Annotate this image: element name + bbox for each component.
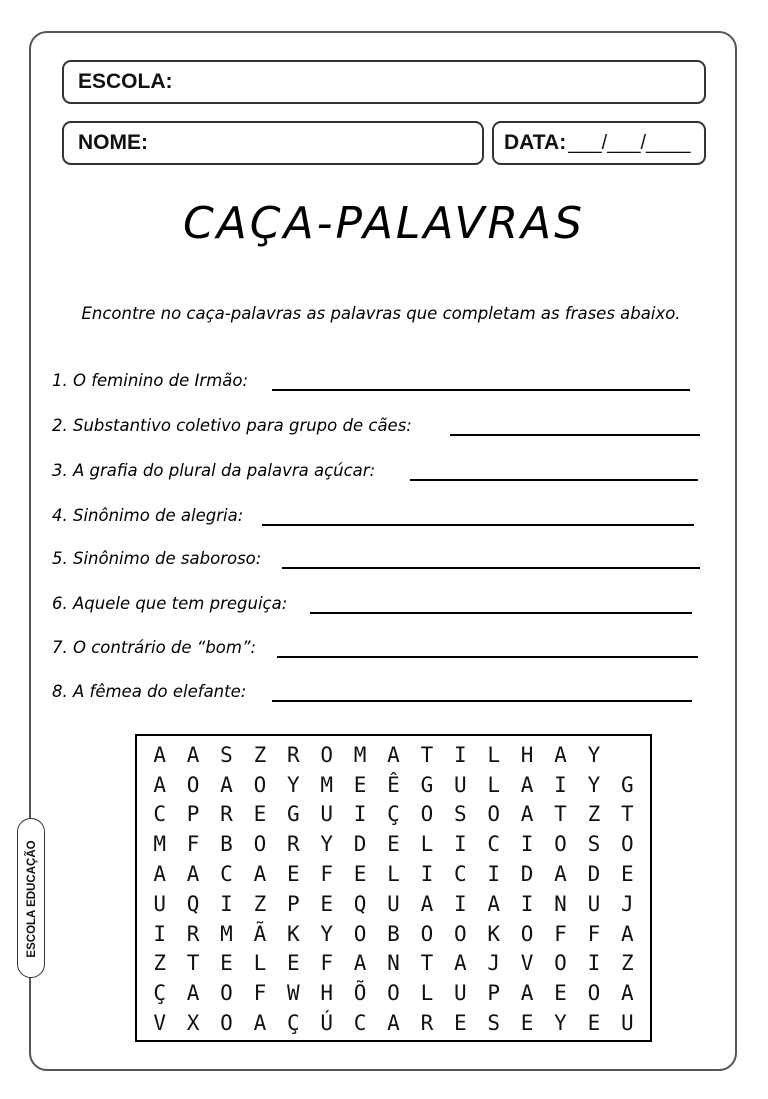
grid-cell[interactable]: I: [353, 802, 367, 827]
grid-cell[interactable]: L: [487, 742, 501, 767]
grid-cell[interactable]: K: [286, 921, 300, 946]
grid-cell[interactable]: A: [520, 802, 534, 827]
grid-cell[interactable]: A: [220, 772, 233, 797]
grid-cell[interactable]: O: [520, 921, 534, 946]
grid-cell[interactable]: M: [320, 772, 334, 797]
grid-cell[interactable]: U: [620, 1011, 634, 1036]
grid-cell[interactable]: E: [353, 772, 367, 797]
grid-cell[interactable]: T: [186, 951, 200, 976]
grid-cell[interactable]: U: [153, 891, 167, 916]
grid-cell[interactable]: M: [220, 921, 233, 946]
grid-cell[interactable]: M: [153, 832, 167, 857]
grid-cell[interactable]: A: [554, 862, 567, 887]
grid-cell[interactable]: I: [520, 891, 534, 916]
grid-cell[interactable]: T: [620, 802, 634, 827]
grid-cell[interactable]: I: [453, 891, 467, 916]
grid-cell[interactable]: R: [420, 1011, 434, 1036]
grid-cell[interactable]: F: [186, 832, 200, 857]
grid-cell[interactable]: A: [520, 772, 534, 797]
grid-cell[interactable]: I: [153, 921, 167, 946]
question-4: 4. Sinônimo de alegria:: [52, 506, 244, 525]
grid-cell[interactable]: S: [453, 802, 467, 827]
grid-cell[interactable]: L: [487, 772, 501, 797]
answer-line-7[interactable]: [277, 656, 698, 658]
grid-cell[interactable]: G: [620, 772, 634, 797]
grid-cell[interactable]: R: [286, 742, 300, 767]
grid-cell[interactable]: E: [453, 1011, 467, 1036]
grid-cell[interactable]: A: [253, 862, 267, 887]
grid-cell[interactable]: Ê: [387, 772, 400, 797]
grid-cell[interactable]: E: [520, 1011, 534, 1036]
grid-cell[interactable]: A: [186, 981, 200, 1006]
grid-cell[interactable]: O: [620, 832, 634, 857]
grid-cell[interactable]: [611, 740, 644, 770]
grid-cell[interactable]: F: [554, 921, 567, 946]
grid-cell[interactable]: Y: [320, 832, 334, 857]
grid-cell[interactable]: F: [587, 921, 601, 946]
grid-cell[interactable]: Z: [253, 742, 267, 767]
grid-cell[interactable]: E: [620, 862, 634, 887]
grid-cell[interactable]: D: [587, 862, 601, 887]
grid-cell[interactable]: O: [353, 921, 367, 946]
grid-cell[interactable]: A: [453, 951, 467, 976]
grid-cell[interactable]: E: [353, 862, 367, 887]
grid-cell[interactable]: Z: [620, 951, 634, 976]
grid-cell[interactable]: J: [620, 891, 634, 916]
grid-cell[interactable]: L: [420, 832, 434, 857]
grid-cell[interactable]: Z: [153, 951, 167, 976]
grid-cell[interactable]: A: [253, 1011, 267, 1036]
grid-cell[interactable]: X: [186, 1011, 200, 1036]
grid-cell[interactable]: A: [554, 742, 567, 767]
grid-cell[interactable]: O: [420, 802, 434, 827]
grid-cell[interactable]: J: [487, 951, 501, 976]
grid-cell[interactable]: E: [387, 832, 400, 857]
grid-cell[interactable]: I: [420, 862, 434, 887]
grid-cell[interactable]: P: [186, 802, 200, 827]
grid-cell[interactable]: O: [220, 981, 233, 1006]
grid-cell[interactable]: E: [587, 1011, 601, 1036]
side-brand-label: [17, 818, 45, 978]
grid-cell[interactable]: I: [487, 862, 501, 887]
answer-line-8[interactable]: [272, 700, 692, 702]
grid-cell[interactable]: D: [353, 832, 367, 857]
grid-cell[interactable]: O: [320, 742, 334, 767]
grid-cell[interactable]: E: [320, 891, 334, 916]
grid-cell[interactable]: A: [620, 921, 634, 946]
grid-cell[interactable]: U: [453, 981, 467, 1006]
question-2: 2. Substantivo coletivo para grupo de cães:: [52, 416, 412, 435]
grid-cell[interactable]: Z: [253, 891, 267, 916]
grid-cell[interactable]: O: [554, 951, 567, 976]
grid-cell[interactable]: A: [487, 891, 501, 916]
grid-cell[interactable]: F: [253, 981, 267, 1006]
grid-cell[interactable]: A: [186, 742, 200, 767]
data-field[interactable]: [492, 121, 706, 165]
answer-line-3[interactable]: [410, 479, 698, 481]
grid-cell[interactable]: T: [420, 742, 434, 767]
grid-cell[interactable]: F: [320, 951, 334, 976]
grid-cell[interactable]: E: [220, 951, 233, 976]
grid-cell[interactable]: T: [420, 951, 434, 976]
grid-cell[interactable]: C: [220, 862, 233, 887]
grid-cell[interactable]: Ç: [286, 1011, 300, 1036]
grid-cell[interactable]: O: [253, 772, 267, 797]
date-blanks: ___/___/____: [568, 131, 691, 154]
grid-cell[interactable]: F: [320, 862, 334, 887]
grid-cell[interactable]: Y: [286, 772, 300, 797]
grid-cell[interactable]: A: [153, 772, 167, 797]
grid-cell[interactable]: A: [387, 1011, 400, 1036]
grid-cell[interactable]: E: [286, 951, 300, 976]
grid-cell[interactable]: Q: [186, 891, 200, 916]
escola-field[interactable]: [62, 60, 706, 104]
grid-cell[interactable]: A: [420, 891, 434, 916]
grid-cell[interactable]: C: [453, 862, 467, 887]
grid-cell[interactable]: E: [253, 802, 267, 827]
grid-cell[interactable]: R: [186, 921, 200, 946]
grid-cell[interactable]: P: [286, 891, 300, 916]
grid-cell[interactable]: I: [220, 891, 233, 916]
grid-cell[interactable]: R: [220, 802, 233, 827]
grid-cell[interactable]: G: [286, 802, 300, 827]
grid-cell[interactable]: U: [587, 891, 601, 916]
grid-cell[interactable]: R: [286, 832, 300, 857]
grid-cell[interactable]: L: [253, 951, 267, 976]
question-5: 5. Sinônimo de saboroso:: [52, 549, 262, 568]
data-label: DATA:: [504, 131, 567, 154]
grid-cell[interactable]: U: [453, 772, 467, 797]
grid-cell[interactable]: O: [487, 802, 501, 827]
answer-line-5[interactable]: [282, 567, 700, 569]
grid-cell[interactable]: S: [587, 832, 601, 857]
grid-cell[interactable]: N: [554, 891, 567, 916]
grid-cell[interactable]: O: [554, 832, 567, 857]
grid-cell[interactable]: O: [453, 921, 467, 946]
answer-line-4[interactable]: [262, 524, 694, 526]
grid-cell[interactable]: Ú: [320, 1011, 334, 1036]
grid-cell[interactable]: H: [320, 981, 334, 1006]
question-3: 3. A grafia do plural da palavra açúcar:: [52, 461, 376, 480]
grid-cell[interactable]: Q: [353, 891, 367, 916]
grid-cell[interactable]: C: [153, 802, 167, 827]
grid-cell[interactable]: Z: [587, 802, 601, 827]
grid-cell[interactable]: H: [520, 742, 534, 767]
grid-cell[interactable]: A: [153, 862, 167, 887]
nome-field[interactable]: [62, 121, 484, 165]
grid-cell[interactable]: A: [520, 981, 534, 1006]
grid-cell[interactable]: V: [153, 1011, 167, 1036]
grid-cell[interactable]: A: [620, 981, 634, 1006]
grid-cell[interactable]: Y: [587, 742, 601, 767]
grid-cell[interactable]: L: [420, 981, 434, 1006]
question-1: 1. O feminino de Irmão:: [52, 371, 249, 390]
grid-cell[interactable]: Ç: [153, 981, 167, 1006]
grid-cell[interactable]: I: [587, 951, 601, 976]
grid-cell[interactable]: Ç: [387, 802, 400, 827]
grid-cell[interactable]: V: [520, 951, 534, 976]
grid-cell[interactable]: B: [220, 832, 233, 857]
nome-label: NOME:: [78, 131, 148, 154]
grid-cell[interactable]: I: [453, 832, 467, 857]
grid-cell[interactable]: A: [353, 951, 367, 976]
grid-cell[interactable]: A: [186, 862, 200, 887]
grid-cell[interactable]: I: [520, 832, 534, 857]
grid-cell[interactable]: O: [220, 1011, 233, 1036]
grid-cell[interactable]: M: [353, 742, 367, 767]
question-7: 7. O contrário de “bom”:: [52, 638, 257, 657]
grid-cell[interactable]: U: [387, 891, 400, 916]
grid-cell[interactable]: D: [520, 862, 534, 887]
grid-cell[interactable]: E: [286, 862, 300, 887]
grid-cell[interactable]: A: [153, 742, 167, 767]
grid-cell[interactable]: N: [387, 951, 400, 976]
grid-cell[interactable]: O: [253, 832, 267, 857]
grid-cell[interactable]: Y: [320, 921, 334, 946]
grid-cell[interactable]: O: [186, 772, 200, 797]
grid-cell[interactable]: Õ: [353, 981, 367, 1006]
instruction-text: Encontre no caça-palavras as palavras que completam as frases abaixo.: [81, 304, 681, 323]
side-brand-text: ESCOLA EDUCAÇÃO: [26, 840, 38, 958]
grid-cell[interactable]: Y: [554, 1011, 567, 1036]
grid-cell[interactable]: O: [420, 921, 434, 946]
answer-line-2[interactable]: [450, 434, 700, 436]
grid-cell[interactable]: Y: [587, 772, 601, 797]
question-6: 6. Aquele que tem preguiça:: [52, 594, 288, 613]
grid-cell[interactable]: A: [387, 742, 400, 767]
grid-cell[interactable]: C: [487, 832, 501, 857]
answer-line-1[interactable]: [272, 389, 690, 391]
question-8: 8. A fêmea do elefante:: [52, 682, 247, 701]
grid-cell[interactable]: W: [286, 981, 300, 1006]
grid-cell[interactable]: L: [387, 862, 400, 887]
grid-cell[interactable]: B: [387, 921, 400, 946]
grid-cell[interactable]: T: [554, 802, 567, 827]
answer-line-6[interactable]: [310, 612, 692, 614]
grid-cell[interactable]: U: [320, 802, 334, 827]
grid-cell[interactable]: E: [554, 981, 567, 1006]
grid-cell[interactable]: S: [487, 1011, 501, 1036]
grid-cell[interactable]: O: [387, 981, 400, 1006]
grid-cell[interactable]: O: [587, 981, 601, 1006]
grid-cell[interactable]: I: [554, 772, 567, 797]
escola-label: ESCOLA:: [78, 70, 173, 93]
word-search-grid[interactable]: [135, 734, 652, 1042]
grid-cell[interactable]: K: [487, 921, 501, 946]
grid-cell[interactable]: S: [220, 742, 233, 767]
page-title: CAÇA-PALAVRAS: [182, 198, 586, 249]
grid-cell[interactable]: P: [487, 981, 501, 1006]
grid-cell[interactable]: Ã: [253, 921, 267, 946]
grid-cell[interactable]: G: [420, 772, 434, 797]
grid-cell[interactable]: C: [353, 1011, 367, 1036]
grid-cell[interactable]: I: [453, 742, 467, 767]
